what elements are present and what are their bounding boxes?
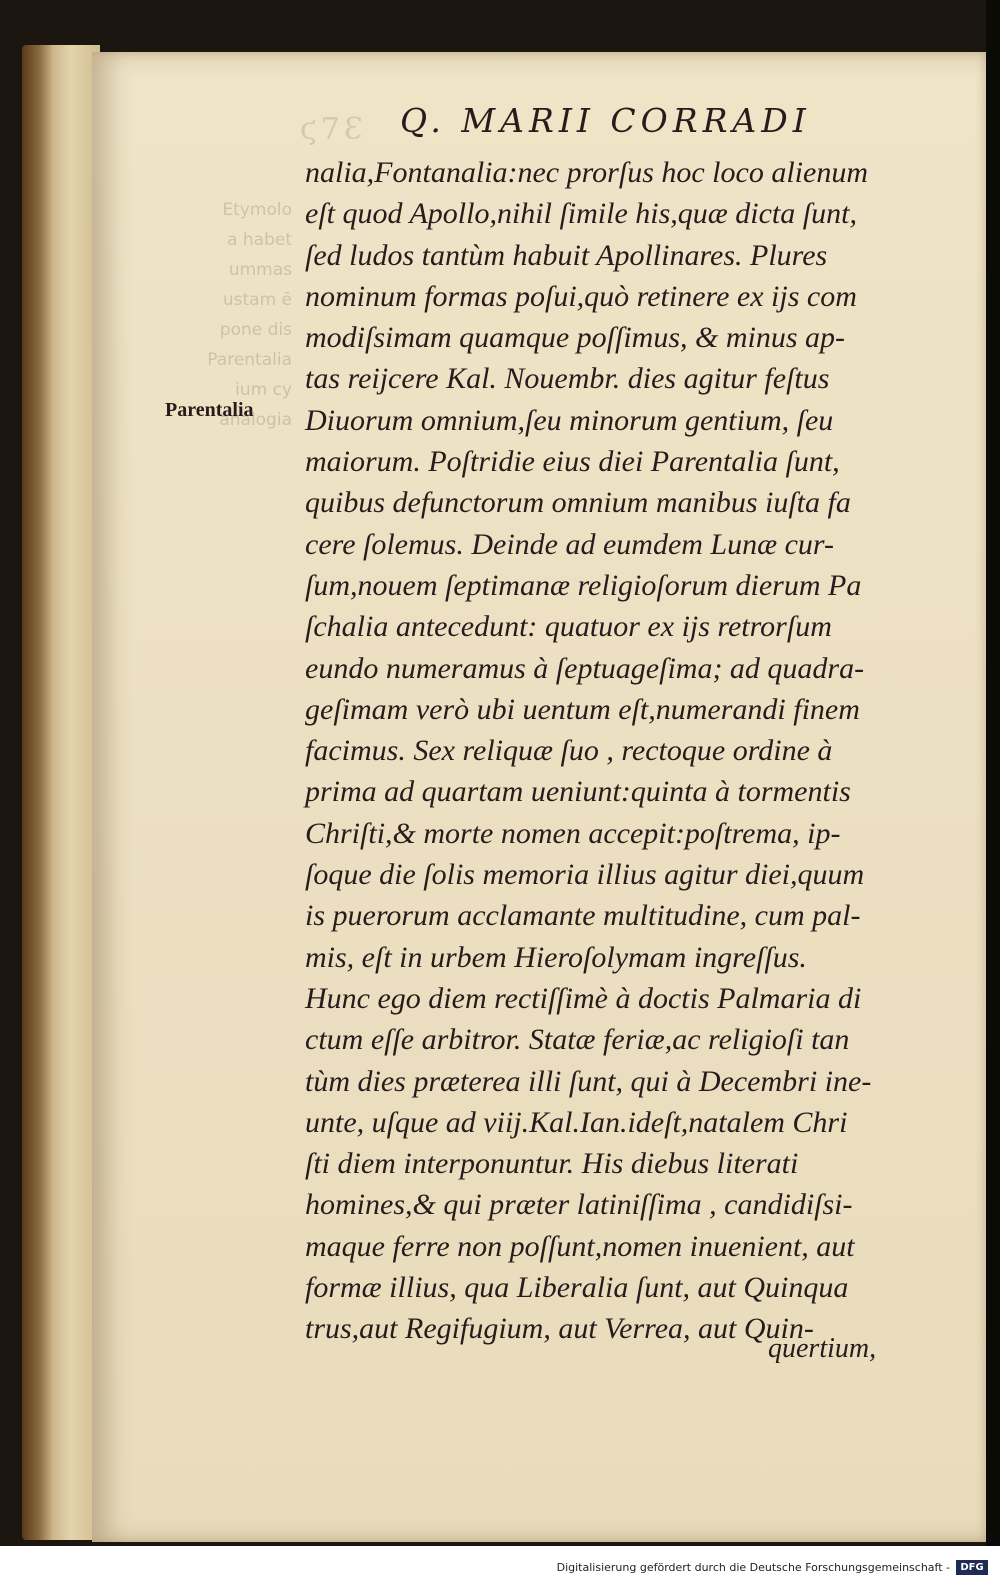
book-fore-edge xyxy=(22,45,100,1540)
text-line: maque ferre non poſſunt,nomen inuenient, aut xyxy=(305,1229,855,1263)
text-line: mis, eſt in urbem Hieroſolymam ingreſſus. xyxy=(305,940,807,974)
marginal-note: Parentalia xyxy=(165,399,254,421)
text-line: ctum eſſe arbitror. Statæ feriæ,ac religioſi tan xyxy=(305,1023,850,1057)
text-line: Hunc ego diem rectiſſimè à doctis Palmaria di xyxy=(305,981,862,1015)
bleed-through-margin-text: Etymolo a habet ummas ustam ē pone dis Parentalia ium cy analogia xyxy=(207,200,292,430)
digitization-credit: Digitalisierung gefördert durch die Deutsche Forschungsgemeinschaft - xyxy=(556,1561,950,1574)
text-line: nalia,Fontanalia:nec prorſus hoc loco alienum xyxy=(305,156,868,189)
running-head: Q. MARII CORRADI xyxy=(400,101,811,140)
text-line: is puerorum acclamante multitudine, cum pal- xyxy=(305,899,861,933)
dfg-logo: DFG xyxy=(956,1560,988,1575)
main-text-block xyxy=(305,152,965,1350)
text-line: modiſsimam quamque poſſimus, & minus ap- xyxy=(305,321,845,355)
text-line: ſti diem interponuntur. His diebus literati xyxy=(305,1147,799,1181)
footer-bar xyxy=(0,1546,1000,1584)
text-line: unte, uſque ad viij.Kal.Ian.ideſt,natalem Chri xyxy=(305,1105,848,1139)
text-line: prima ad quartam ueniunt:quinta à tormentis xyxy=(305,775,851,809)
text-line: ſoque die ſolis memoria illius agitur diei,quum xyxy=(305,858,865,892)
text-line: Chriſti,& morte nomen accepit:poſtrema, ip- xyxy=(305,816,841,850)
text-line: facimus. Sex reliquæ ſuo , rectoque ordine à xyxy=(305,734,833,768)
text-line: trus,aut Regifugium, aut Verrea, aut Quin- xyxy=(305,1312,814,1346)
text-line: tas reijcere Kal. Nouembr. dies agitur feſtus xyxy=(305,362,830,396)
text-line: geſimam verò ubi uentum eſt,numerandi finem xyxy=(305,692,860,726)
text-line: cere ſolemus. Deinde ad eumdem Lunæ cur- xyxy=(305,527,834,561)
text-line: ſum,nouem ſeptimanæ religioſorum dierum Pa xyxy=(305,568,862,602)
text-line: quibus defunctorum omnium manibus iuſta fa xyxy=(305,486,851,520)
text-line: nominum formas poſui,quò retinere ex ijs com xyxy=(305,279,857,313)
catchword: quertium, xyxy=(768,1333,877,1364)
text-line: eſt quod Apollo,nihil ſimile his,quæ dicta ſunt, xyxy=(305,197,857,231)
text-line: eundo numeramus à ſeptuageſima; ad quadra- xyxy=(305,651,865,685)
text-line: Diuorum omnium,ſeu minorum gentium, ſeu xyxy=(305,403,834,437)
text-line: tùm dies præterea illi ſunt, qui à Decembri ine- xyxy=(305,1064,872,1098)
text-line: ſchalia antecedunt: quatuor ex ijs retrorſum xyxy=(305,610,832,644)
dark-scan-border xyxy=(986,0,1000,1584)
text-line: ſed ludos tantùm habuit Apollinares. Plures xyxy=(305,238,828,272)
bleed-through-page-number: ϛ7Ɛ xyxy=(300,112,367,147)
text-line: maiorum. Poſtridie eius diei Parentalia ſunt, xyxy=(305,445,840,479)
text-line: formæ illius, qua Liberalia ſunt, aut Quinqua xyxy=(305,1271,849,1305)
text-line: homines,& qui præter latiniſſima , candidiſsi- xyxy=(305,1188,853,1222)
